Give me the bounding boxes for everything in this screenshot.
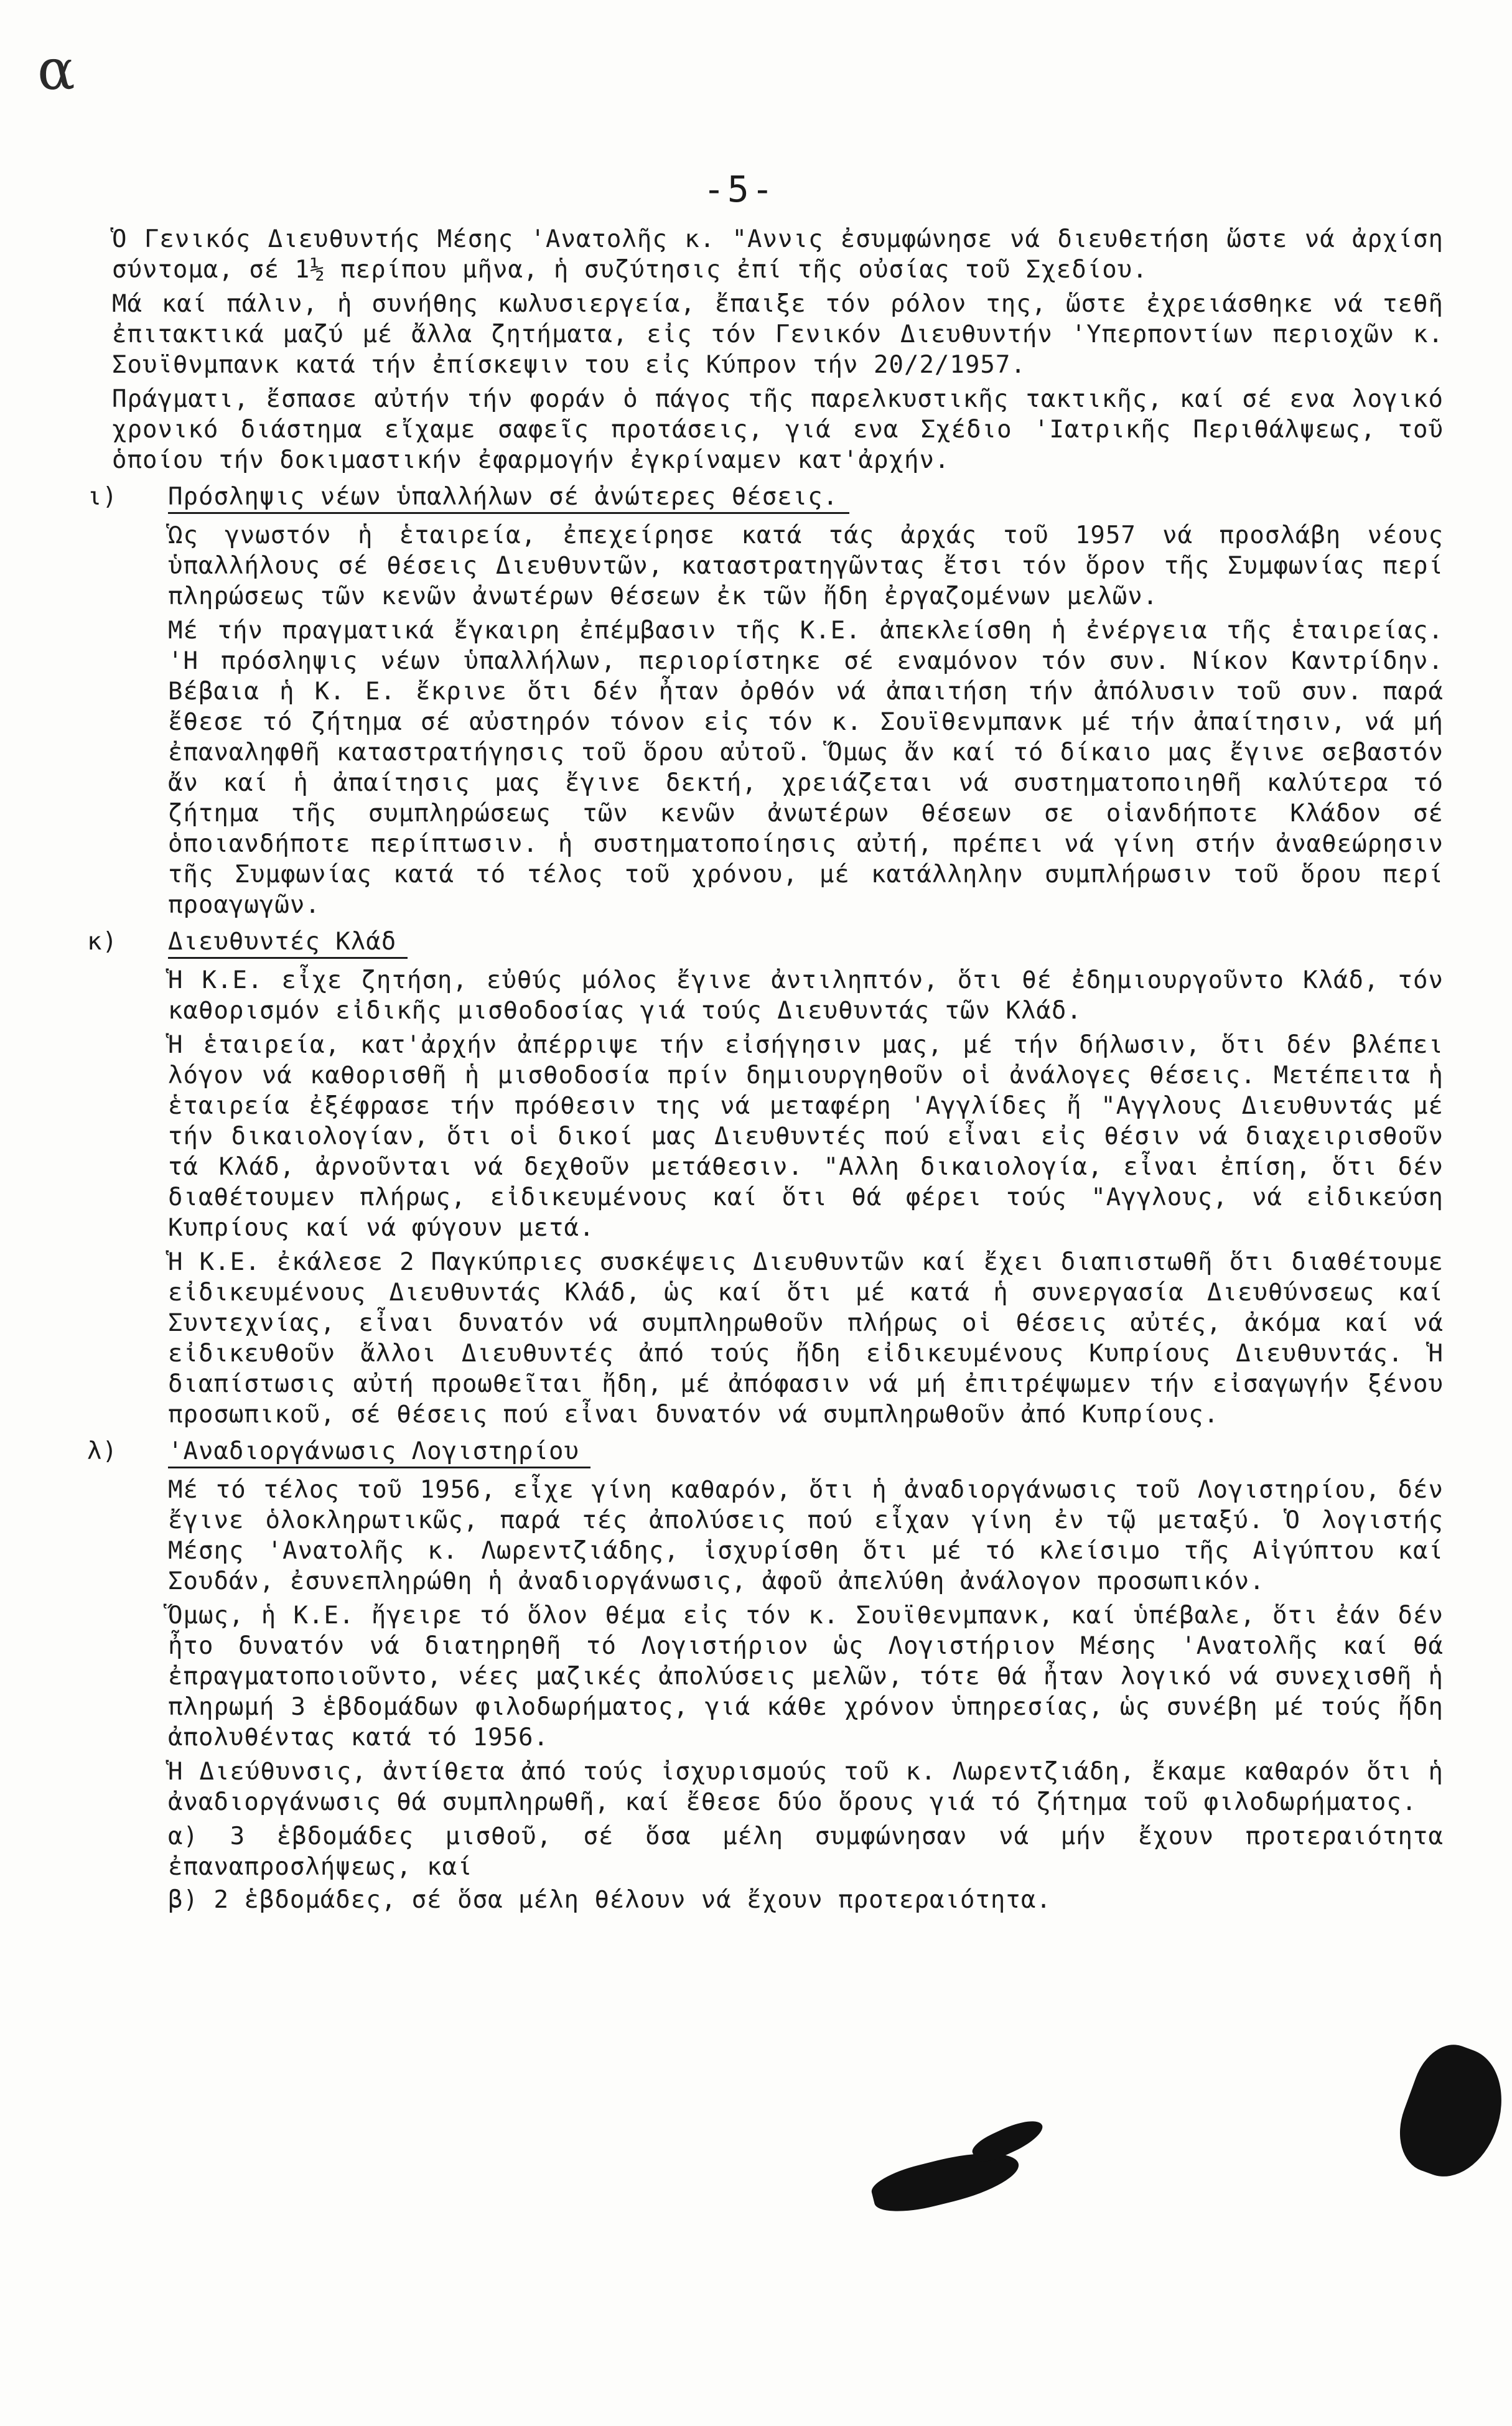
section-paragraph: Μέ τήν πραγματικά ἔγκαιρη ἐπέμβασιν τῆς Κ.Ε. ἀπεκλείσθη ἡ ἐνέργεια τῆς ἑταιρείας. 'Η πρόσληψις νέων ὑπαλλήλων, περιορίστηκε σέ εναμόνον τόν συν. Νίκον Καντρίδην. Βέβαια ἡ Κ. Ε. ἔκρινε ὅτι δέν ἦταν ὀρθόν νά ἀπαιτήση τήν ἀπόλυσιν τοῦ συν. παρά ἔθεσε τό ζήτημα σέ αὐστηρόν τόνον εἰς τόν κ. Σουϊθενμπανκ μέ τήν ἀπαίτησιν, νά μή ἐπαναληφθῆ καταστρατήγησις τοῦ ὅρου αὐτοῦ. Ὅμως ἄν καί τό δίκαιο μας ἔγινε σεβαστόν ἄν καί ἡ ἀπαίτησις μας ἔγινε δεκτή, χρειάζεται νά συστηματοποιηθῆ καλύτερα τό ζήτημα τῆς συμπληρώσεως τῶν κενῶν ἀνωτέρων θέσεων σε οἱανδήποτε Κλάδον σέ ὁποιανδήποτε περίπτωσιν. ἡ συστηματοποίησις αὐτή, πρέπει νά γίνη στήν ἀναθεώρησιν τῆς Συμφωνίας κατά τό τέλος τοῦ χρόνου, μέ κατάλληλην συμπλήρωσιν τοῦ ὅρου περί προαγωγῶν. [168, 617, 1444, 919]
section-paragraph: Ἡ Διεύθυνσις, ἀντίθετα ἀπό τούς ἰσχυρισμούς τοῦ κ. Λωρεντζιάδη, ἔκαμε καθαρόν ὅτι ἡ ἀναδιοργάνωσις θά συμπληρωθῆ, καί ἔθεσε δύο ὅρους γιά τό ζήτημα τοῦ φιλοδωρήματος. [168, 1758, 1444, 1816]
section-paragraph: Ὅμως, ἡ Κ.Ε. ἤγειρε τό ὅλον θέμα εἰς τόν κ. Σουϊθενμπανκ, καί ὑπέβαλε, ὅτι ἐάν δέν ἦτο δυνατόν νά διατηρηθῆ τό Λογιστήριον ὡς Λογιστήριον Μέσης 'Ανατολῆς καί θά ἐπραγματοποιοῦντο, νέες μαζικές ἀπολύσεις μελῶν, τότε θά ἦταν λογικό νά συνεχισθῆ ἡ πληρωμή 3 ἑβδομάδων φιλοδωρήματος, γιά κάθε χρόνον ὑπηρεσίας, ὡς συνέβη μέ τούς ἤδη ἀπολυθέντας κατά τό 1956. [168, 1602, 1444, 1752]
section-title: Διευθυντές Κλάδ [168, 927, 408, 959]
corner-handwritten-mark: α [37, 37, 75, 103]
page-number: -5- [703, 168, 776, 210]
section-letter: κ) [87, 928, 118, 956]
section-title: 'Αναδιοργάνωσις Λογιστηρίου [168, 1437, 590, 1468]
intro-paragraph-2: Μά καί πάλιν, ἡ συνήθης κωλυσιεργεία, ἔπαιξε τόν ρόλον της, ὥστε ἐχρειάσθηκε νά τεθῆ ἐπιτακτικά μαζύ μέ ἄλλα ζητήματα, εἰς τόν Γενικόν Διευθυντήν 'Υπερποντίων περιοχῶν κ. Σουϊθνμπανκ κατά τήν ἐπίσκεψιν του εἰς Κύπρον τήν 20/2/1957. [112, 290, 1444, 379]
section-paragraph: Ἡ ἑταιρεία, κατ'ἀρχήν ἀπέρριψε τήν εἰσήγησιν μας, μέ τήν δήλωσιν, ὅτι δέν βλέπει λόγον νά καθορισθῆ ἡ μισθοδοσία πρίν δημιουργηθοῦν οἱ ἀνάλογες θέσεις. Μετέπειτα ἡ ἑταιρεία ἐξέφρασε τήν πρόθεσιν της νά μεταφέρη 'Αγγλίδες ἤ "Αγγλους Διευθυντάς μέ τήν δικαιολογίαν, ὅτι οἱ δικοί μας Διευθυντές πού εἶναι εἰς θέσιν νά διαχειρισθοῦν τά Κλάδ, ἀρνοῦνται νά δεχθοῦν μετάθεσιν. "Αλλη δικαιολογία, εἶναι ἐπίση, ὅτι δέν διαθέτουμεν πλήρως, εἰδικευμένους καί ὅτι θά φέρει τούς "Αγγλους, νά εἰδικεύση Κυπρίους καί νά φύγουν μετά. [168, 1031, 1444, 1242]
section-paragraph: Ἡ Κ.Ε. εἶχε ζητήση, εὐθύς μόλος ἔγινε ἀντιληπτόν, ὅτι θέ ἐδημιουργοῦντο Κλάδ, τόν καθορισμόν εἰδικῆς μισθοδοσίας γιά τούς Διευθυντάς τῶν Κλάδ. [168, 966, 1444, 1025]
sub-item-list [112, 1821, 1444, 1915]
document-body [87, 224, 1444, 1918]
intro-paragraph-1: Ὁ Γενικός Διευθυντής Μέσης 'Ανατολῆς κ. "Αννις ἐσυμφώνησε νά διευθετήση ὥστε νά ἀρχίση σύντομα, σέ 1½ περίπου μῆνα, ἡ συζύτησις ἐπί τῆς οὐσίας τοῦ Σχεδίου. [112, 225, 1444, 284]
section-title: Πρόσληψις νέων ὑπαλλήλων σέ ἀνώτερες θέσεις. [168, 482, 849, 514]
section-heading-lambda [87, 1436, 1444, 1468]
section-letter: λ) [87, 1437, 118, 1465]
section-paragraph: Μέ τό τέλος τοῦ 1956, εἶχε γίνη καθαρόν, ὅτι ἡ ἀναδιοργάνωσις τοῦ Λογιστηρίου, δέν ἔγινε ὁλοκληρωτικῶς, παρά τές ἀπολύσεις πού εἶχαν γίνη ἐν τῷ μεταξύ. Ὁ λογιστής Μέσης 'Ανατολῆς κ. Λωρεντζιάδης, ἰσχυρίσθη ὅτι μέ τό κλείσιμο τῆς Αἰγύπτου καί Σουδάν, ἐσυνεπληρώθη ἡ ἀναδιοργάνωσις, ἀφοῦ ἀπελύθη ἀνάλογον προσωπικόν. [168, 1476, 1444, 1595]
sub-item: β) 2 ἑβδομάδες, σέ ὅσα μέλη θέλουν νά ἔχουν προτεραιότητα. [168, 1886, 1052, 1914]
intro-paragraph-3: Πράγματι, ἔσπασε αὐτήν τήν φοράν ὁ πάγος τῆς παρελκυστικῆς τακτικῆς, καί σέ ενα λογικό χρονικό διάστημα εἴχαμε σαφεῖς προτάσεις, γιά ενα Σχέδιο 'Ιατρικῆς Περιθάλψεως, τοῦ ὁποίου τήν δοκιμαστικήν ἐφαρμογήν ἐγκρίναμεν κατ'ἀρχήν. [112, 385, 1444, 474]
section-paragraph: Ὡς γνωστόν ἡ ἑταιρεία, ἐπεχείρησε κατά τάς ἀρχάς τοῦ 1957 νά προσλάβη νέους ὑπαλλήλους σέ θέσεις Διευθυντῶν, καταστρατηγῶντας ἔτσι τόν ὅρον τῆς Συμφωνίας περί πληρώσεως τῶν κενῶν ἀνωτέρων θέσεων ἐκ τῶν ἤδη ἐργαζομένων μελῶν. [168, 521, 1444, 610]
section-heading-iota [87, 482, 1444, 514]
ink-smudge [1387, 2035, 1512, 2190]
section-heading-kappa [87, 926, 1444, 959]
sub-item: α) 3 ἑβδομάδες μισθοῦ, σέ ὅσα μέλη συμφώνησαν νά μήν ἔχουν προτεραιότητα ἐπαναπροσλήψεως, καί [168, 1822, 1444, 1881]
section-letter: ι) [87, 483, 118, 511]
section-paragraph: Ἡ Κ.Ε. ἐκάλεσε 2 Παγκύπριες συσκέψεις Διευθυντῶν καί ἔχει διαπιστωθῆ ὅτι διαθέτουμε εἰδικευμένους Διευθυντάς Κλάδ, ὡς καί ὅτι μέ κατά ἡ συνεργασία Διευθύνσεως καί Συντεχνίας, εἶναι δυνατόν νά συμπληρωθοῦν πλήρως οἱ θέσεις αὐτές, ἀκόμα καί νά εἰδικευθοῦν ἄλλοι Διευθυντές ἀπό τούς ἤδη εἰδικευμένους Κυπρίους Διευθυντάς. Ἡ διαπίστωσις αὐτή προωθεῖται ἤδη, μέ ἀπόφασιν νά μή ἐπιτρέψωμεν τήν εἰσαγωγήν ξένου προσωπικοῦ, σέ θέσεις πού εἶναι δυνατόν νά συμπληρωθοῦν ἀπό Κυπρίους. [168, 1248, 1444, 1429]
